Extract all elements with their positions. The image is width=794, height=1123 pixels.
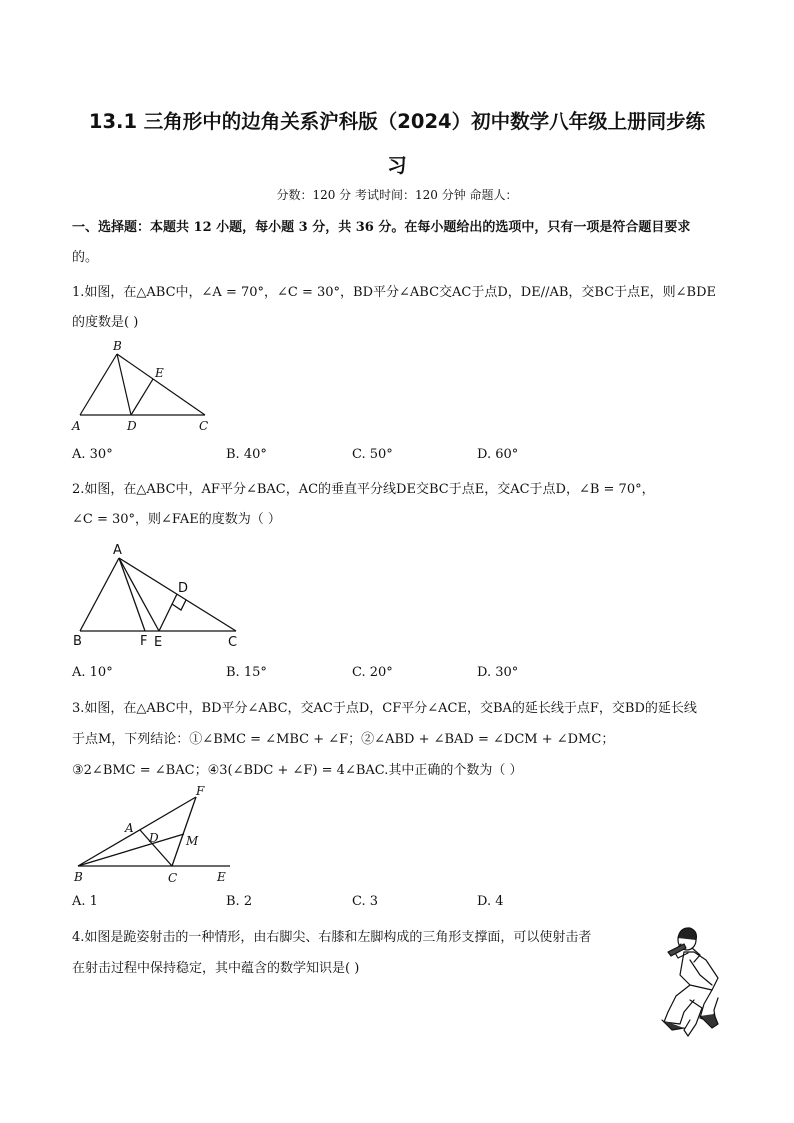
q3-stem-cont: 于点M，下列结论：①∠BMC = ∠MBC + ∠F；②∠ABD + ∠BAD = ∠DCM + ∠DMC； [72, 732, 615, 747]
q1-stem-cont: 的度数是( ) [72, 315, 139, 330]
q1-label-d: D [127, 419, 137, 433]
q1-label-c: C [199, 419, 209, 433]
q3-label-d: D [149, 831, 159, 845]
q1-label-e: E [155, 366, 164, 380]
q1-stem: 1.如图，在△ABC中，∠A = 70°，∠C = 30°，BD平分∠ABC交AC于点D，DE//AB，交BC于点E，则∠BDE [72, 285, 717, 300]
q3-label-b: B [74, 870, 83, 884]
q2-stem: 2.如图，在△ABC中，AF平分∠BAC，AC的垂直平分线DE交BC于点E，交AC于点D，∠B = 70°， [72, 482, 655, 497]
q2-stem-cont: ∠C = 30°，则∠FAE的度数为（ ） [72, 512, 281, 527]
q3-option-d: D. 4 [477, 894, 504, 909]
shooter-shoe-right [700, 1014, 718, 1028]
exam-meta: 分数：120 分 考试时间：120 分钟 命题人： [276, 188, 518, 202]
q3-option-c: C. 3 [352, 894, 379, 909]
shooter-hair [678, 928, 696, 940]
q3-option-b: B. 2 [226, 894, 253, 909]
q3-stem-cont-2: ③2∠BMC = ∠BAC；④3(∠BDC + ∠F) = 4∠BAC.其中正确的个数为（ ） [72, 763, 523, 778]
title-line-2: 习 [387, 154, 407, 177]
q3-label-f: F [196, 784, 205, 798]
q2-option-d: D. 30° [477, 665, 519, 680]
q2-label-e: E [154, 635, 163, 650]
section-heading: 一、选择题：本题共 12 小题，每小题 3 分，共 36 分。在每小题给出的选项中，只有一项是符合题目要求 [72, 220, 691, 235]
q1-option-d: D. 60° [477, 447, 519, 462]
q1-option-a: A. 30° [72, 447, 113, 462]
q2-label-d: D [178, 581, 189, 596]
q2-label-f: F [140, 634, 148, 649]
shooter-torso [680, 952, 718, 990]
q3-label-e: E [217, 870, 226, 884]
shooter-left-leg [664, 985, 694, 1024]
q2-label-b: B [73, 634, 82, 649]
q4-stem-cont: 在射击过程中保持稳定，其中蕴含的数学知识是( ) [72, 961, 360, 976]
q2-label-a: A [113, 543, 122, 558]
shooter-knee [684, 1000, 702, 1036]
q1-label-a: A [72, 419, 81, 433]
q3-label-c: C [168, 871, 178, 885]
q1-label-b: B [113, 339, 122, 353]
q3-stem: 3.如图，在△ABC中，BD平分∠ABC，交AC于点D，CF平分∠ACE，交BA的延长线于点F，交BD的延长线 [72, 701, 697, 716]
section-heading-cont: 的。 [72, 250, 99, 265]
q3-option-a: A. 1 [72, 894, 98, 909]
q1-option-b: B. 40° [226, 447, 267, 462]
q3-label-a: A [125, 821, 134, 835]
q1-option-c: C. 50° [352, 447, 393, 462]
q2-option-a: A. 10° [72, 665, 113, 680]
title-line-1: 13.1 三角形中的边角关系沪科版（2024）初中数学八年级上册同步练 [88, 110, 706, 133]
q2-label-c: C [228, 635, 238, 650]
q2-option-b: B. 15° [226, 665, 267, 680]
q4-stem: 4.如图是跪姿射击的一种情形，由右脚尖、右膝和左脚构成的三角形支撑面，可以使射击者 [72, 930, 592, 945]
q3-label-m: M [186, 834, 199, 848]
q2-option-c: C. 20° [352, 665, 393, 680]
